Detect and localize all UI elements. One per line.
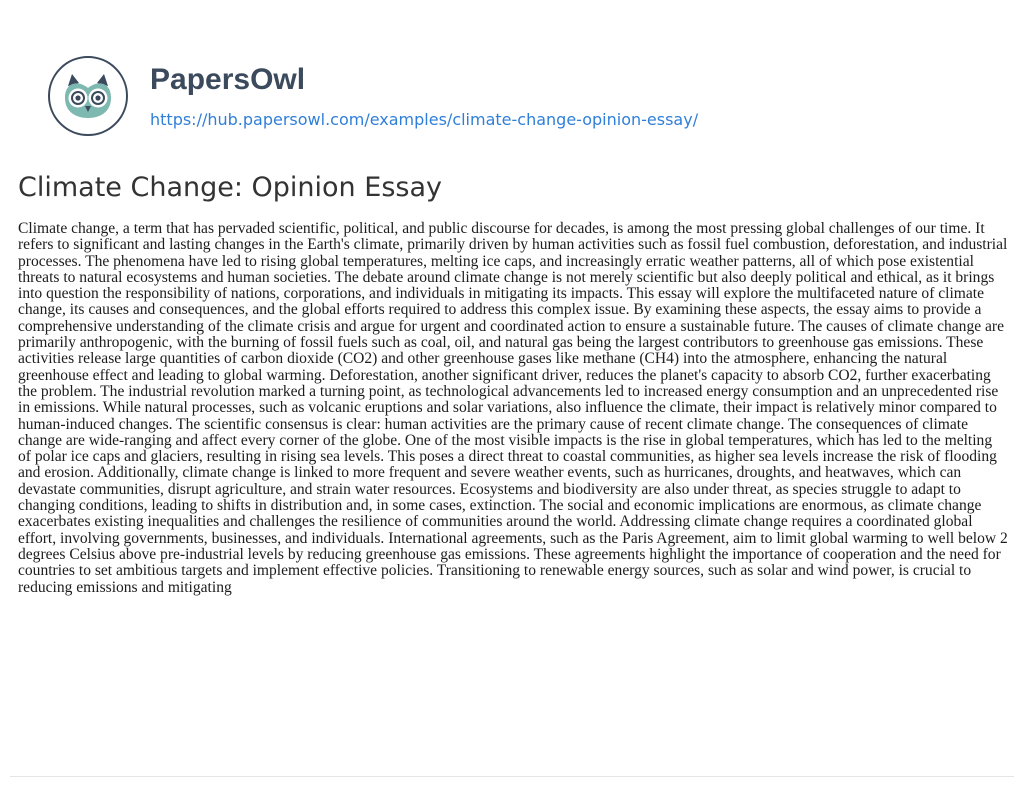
bottom-divider — [10, 776, 1014, 777]
brand-block — [150, 61, 698, 131]
owl-icon — [48, 56, 128, 136]
brand-name: PapersOwl — [150, 63, 306, 96]
essay-url-link[interactable]: https://hub.papersowl.com/examples/climate-change-opinion-essay/ — [150, 110, 699, 129]
essay-title: Climate Change: Opinion Essay — [18, 172, 442, 203]
essay-body: Climate change, a term that has pervaded scientific, political, and public discourse for decades, is among the most pressing global challenges of our time. It refers to significant and lasting changes in the Earth's climate, primarily driven by human activities such as fossil fuel combustion, deforestation, and industrial processes. The phenomena have led to rising global temperatures, melting ice caps, and increasingly erratic weather patterns, all of which pose existential threats to natural ecosystems and human societies. The debate around climate change is not merely scientific but also deeply political and ethical, as it brings into question the responsibility of nations, corporations, and individuals in mitigating its impacts. This essay will explore the multifaceted nature of climate change, its causes and consequences, and the global efforts required to address this complex issue. By examining these aspects, the essay aims to provide a comprehensive understanding of the climate crisis and argue for urgent and coordinated action to ensure a sustainable future. The causes of climate change are primarily anthropogenic, with the burning of fossil fuels such as coal, oil, and natural gas being the largest contributors to greenhouse gas emissions. These activities release large quantities of carbon dioxide (CO2) and other greenhouse gases like methane (CH4) into the atmosphere, enhancing the natural greenhouse effect and leading to global warming. Deforestation, another significant driver, reduces the planet's capacity to absorb CO2, further exacerbating the problem. The industrial revolution marked a turning point, as technological advancements led to increased energy consumption and an unprecedented rise in emissions. While natural processes, such as volcanic eruptions and solar variations, also influence the climate, their impact is relatively minor compared to human-induced changes. The scientific consensus is clear: human activities are the primary cause of recent climate change. The consequences of climate change are wide-ranging and affect every corner of the globe. One of the most visible impacts is the rise in global temperatures, which has led to the melting of polar ice caps and glaciers, resulting in rising sea levels. This poses a direct threat to coastal communities, as higher sea levels increase the risk of flooding and erosion. Additionally, climate change is linked to more frequent and severe weather events, such as hurricanes, droughts, and heatwaves, which can devastate communities, disrupt agriculture, and strain water resources. Ecosystems and biodiversity are also under threat, as species struggle to adapt to changing conditions, leading to shifts in distribution and, in some cases, extinction. The social and economic implications are enormous, as climate change exacerbates existing inequalities and challenges the resilience of communities around the world. Addressing climate change requires a coordinated global effort, involving governments, businesses, and individuals. International agreements, such as the Paris Agreement, aim to limit global warming to well below 2 degrees Celsius above pre-industrial levels by reducing greenhouse gas emissions. These agreements highlight the importance of cooperation and the need for countries to set ambitious targets and implement effective policies. Transitioning to renewable energy sources, such as solar and wind power, is crucial to reducing emissions and mitigating — [18, 220, 1008, 596]
site-header — [48, 56, 698, 136]
